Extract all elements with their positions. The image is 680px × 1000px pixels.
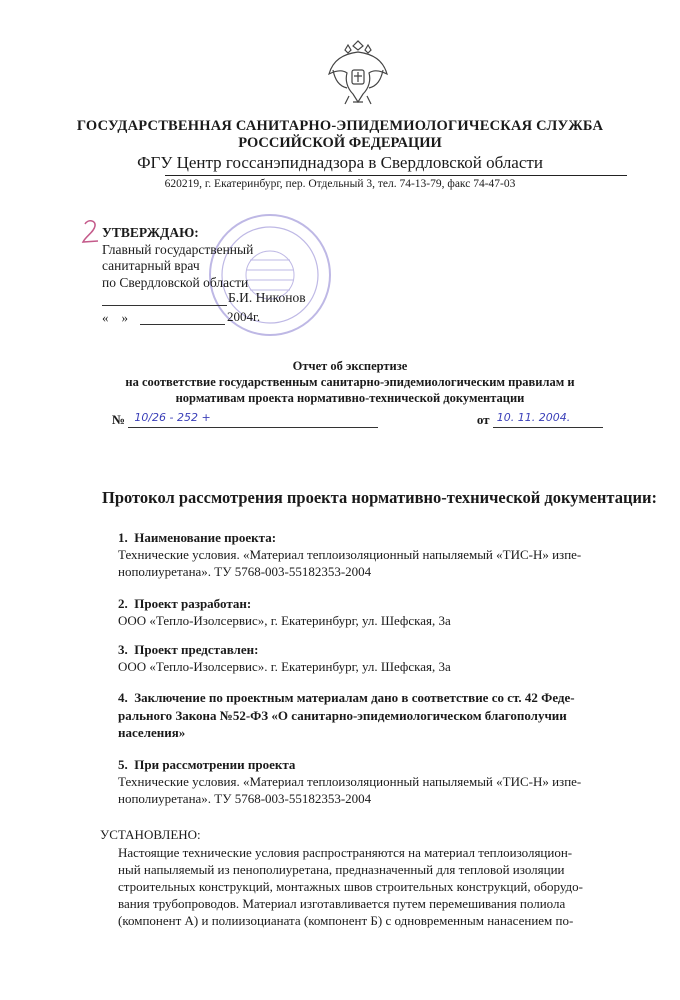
section-5-text1: Технические условия. «Материал теплоизоляционный напыляемый «ТИС-Н» изпе- — [118, 774, 582, 789]
established-line1: Настоящие технические условия распространяются на материал теплоизоляцион- — [118, 845, 573, 860]
established-line2: ный напыляемый из пенополиуретана, предназначенный для тепловой изоляции — [118, 862, 565, 877]
signature-line — [102, 305, 227, 306]
header-divider — [165, 175, 627, 176]
section-5-heading — [118, 757, 295, 773]
approval-line2: санитарный врач — [102, 258, 200, 273]
established-line3: строительных конструкций, монтажных швов строительных конструкций, оборудо- — [118, 879, 583, 894]
section-1-num: 1. — [118, 530, 128, 545]
section-4-title-line2: рального Закона №52-ФЗ «О санитарно-эпидемиологическом благополучии — [118, 708, 567, 723]
section-2-text1: ООО «Тепло-Изолсервис», г. Екатеринбург, ул. Шефская, 3а — [118, 613, 451, 628]
date-value: 10. 11. 2004. — [496, 411, 571, 424]
agency-name-line1: ГОСУДАРСТВЕННАЯ САНИТАРНО-ЭПИДЕМИОЛОГИЧЕСКАЯ СЛУЖБА — [76, 118, 604, 134]
handwritten-mark-icon — [80, 218, 102, 244]
section-3-text1: ООО «Тепло-Изолсервис». г. Екатеринбург, ул. Шефская, 3а — [118, 659, 451, 674]
section-2-num: 2. — [118, 596, 128, 611]
approval-year: 2004г. — [227, 309, 261, 324]
section-1-heading — [118, 530, 276, 546]
coat-of-arms-icon — [323, 40, 393, 110]
section-5-text2: нополиуретана». ТУ 5768-003-55182353-2004 — [118, 791, 372, 806]
section-3-heading — [118, 642, 258, 658]
section-1-text2: нополиуретана». ТУ 5768-003-55182353-2004 — [118, 564, 372, 579]
date-label: от — [476, 412, 490, 427]
section-1-text1: Технические условия. «Материал теплоизоляционный напыляемый «ТИС-Н» изпе- — [118, 547, 582, 562]
established-line5: (компонент А) и полиизоцианата (компонент Б) с одновременным нанасением по- — [118, 913, 574, 928]
report-number-line — [112, 412, 632, 428]
number-value: 10/26 - 252 + — [134, 411, 211, 424]
section-4-title-line3: населения» — [118, 725, 186, 740]
approval-date-prefix: « » — [102, 310, 128, 325]
report-title: Отчет об экспертизе — [292, 359, 408, 373]
section-5-title: При рассмотрении проекта — [134, 757, 296, 772]
section-4-heading — [118, 690, 630, 706]
section-2-heading — [118, 596, 251, 612]
section-4-num: 4. — [118, 690, 128, 705]
approval-block — [102, 225, 253, 291]
signer-name: Б.И. Никонов — [228, 290, 306, 305]
approval-heading: УТВЕРЖДАЮ: — [102, 225, 199, 240]
center-name: ФГУ Центр госсанэпиднадзора в Свердловской области — [137, 153, 543, 172]
section-2-title: Проект разработан: — [134, 596, 252, 611]
established-line4: вания трубопроводов. Материал изготавливается путем перемешивания полиола — [118, 896, 566, 911]
section-1-title: Наименование проекта: — [134, 530, 277, 545]
approval-line1: Главный государственный — [102, 241, 254, 257]
address-line: 620219, г. Екатеринбург, пер. Отдельный 3, тел. 74-13-79, факс 74-47-03 — [164, 178, 516, 190]
section-4-title-line1: Заключение по проектным материалам дано в соответствие со ст. 42 Феде- — [134, 690, 575, 705]
number-label: № — [112, 412, 126, 427]
agency-name-line2: РОССИЙСКОЙ ФЕДЕРАЦИИ — [238, 135, 442, 151]
report-subtitle2: нормативам проекта нормативно-технической документации — [175, 391, 525, 405]
section-3-num: 3. — [118, 642, 128, 657]
section-5-num: 5. — [118, 757, 128, 772]
date-line — [140, 324, 225, 325]
section-3-title: Проект представлен: — [134, 642, 259, 657]
established-label: УСТАНОВЛЕНО: — [100, 827, 201, 842]
report-subtitle1: на соответствие государственным санитарно-эпидемиологическим правилам и — [125, 375, 575, 389]
approval-line3: по Свердловской области — [102, 274, 249, 290]
protocol-title: Протокол рассмотрения проекта нормативно-технической документации: — [102, 488, 657, 507]
